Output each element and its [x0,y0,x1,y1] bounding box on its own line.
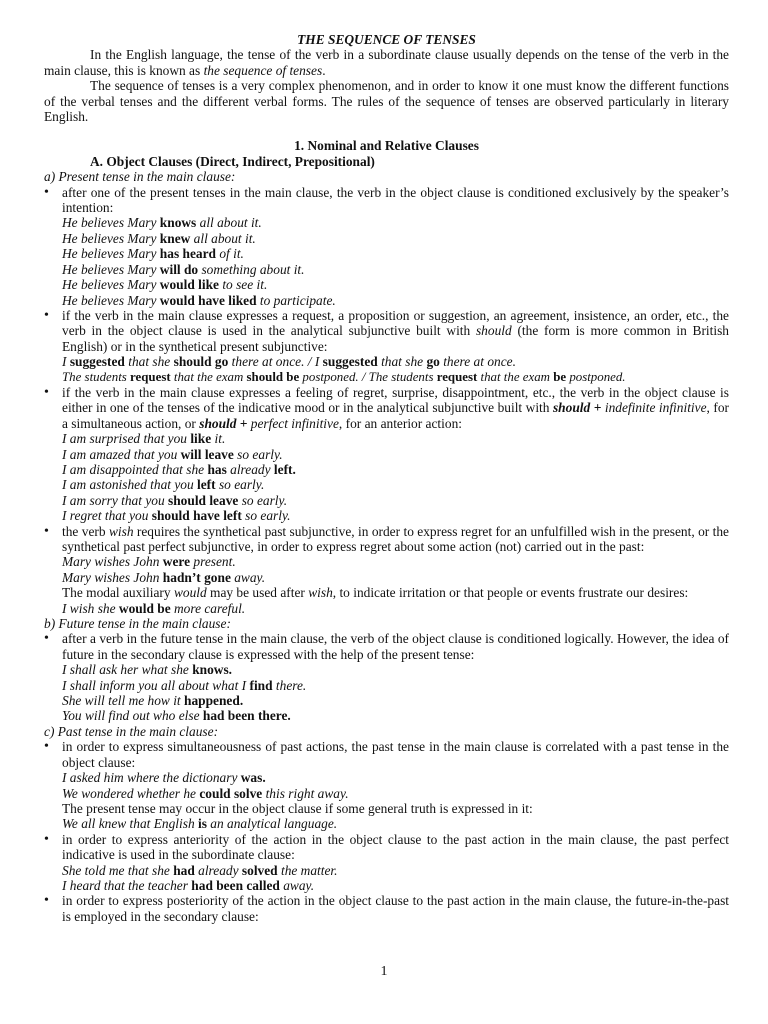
example-text: this right away. [262,785,349,801]
example-text: He believes Mary [62,246,160,262]
example-text: I asked him where the dictionary [62,770,241,786]
intro-paragraph-2: The sequence of tenses is a very complex phenomenon, and in order to know it one must know the different functions of the verbal tenses and the different verbal forms. The rules of the sequence of tenses are observed particularly in literary English. [44,78,729,125]
example-group-a4 [44,554,729,585]
note-text: may be used after [206,585,309,601]
bullet-text: the verb [62,523,109,539]
example-line [44,816,729,831]
bullet-c2: • in order to express anteriority of the action in the object clause to the past action in the main clause, the past perfect indicative is used in the subordinate clause: [44,832,729,863]
example-text: We all knew that English [62,816,199,832]
example-verb: knows. [192,662,233,678]
example-line [44,231,729,246]
bullet-text: if the verb in the main clause expresses a feeling of regret, surprise, disappointment, etc., the verb in the object clause is either in one of the tenses of the indicative mood or in the analytical subjunctive built with [62,384,729,416]
example-text: Mary wishes John [62,554,163,570]
general-truth-note: The present tense may occur in the object clause if some general truth is expressed in it: [62,800,533,816]
example-text: so early. [241,508,291,524]
section-heading: 1. Nominal and Relative Clauses [294,138,479,154]
bullet-b1: • after a verb in the future tense in the main clause, the verb of the object clause is conditioned logically. However, the idea of future in the secondary clause is expressed with the help of the present tense: [44,631,729,662]
example-verb: happened. [184,693,244,709]
note-emphasis: wish [308,585,333,601]
example-text: I wish she [62,600,119,616]
example-text: I shall inform you all about what I [62,677,250,693]
example-text: already [194,862,242,878]
example-verb: left. [273,461,296,477]
example-verb: has [207,461,227,477]
example-text: I shall ask her what she [62,662,193,678]
example-text: more careful. [170,600,246,616]
example-line [44,477,729,492]
example-text: so early. [233,446,283,462]
example-text: We wondered whether he [62,785,200,801]
subsection-heading: A. Object Clauses (Direct, Indirect, Prepositional) [90,153,375,169]
example-verb: suggested [69,354,125,370]
example-text: The students [62,369,131,384]
example-text: away. [279,877,315,893]
example-verb: suggested [322,354,378,370]
page-number: 1 [380,964,388,979]
example-text: postponed. / The students [299,369,437,384]
example-text: He believes Mary [62,292,160,308]
example-line [44,431,729,446]
example-text: to participate. [256,292,336,308]
example-verb: is [198,816,207,832]
example-verb: should be [246,369,300,384]
example-verb: should go [173,354,229,370]
intro-text-end: . [322,62,326,78]
bullet-a4 [44,524,729,555]
bullet-emphasis: should [475,323,512,339]
example-text: there. [272,677,307,693]
example-text: He believes Mary [62,261,160,277]
bullet-emphasis: perfect infinitive [247,415,339,431]
example-text: Mary wishes John [62,569,163,585]
example-verb: would have liked [159,292,257,308]
example-verb: hadn’t gone [162,569,231,585]
example-verb: like [190,431,212,447]
bullet-text: , for a simultaneous action, or [62,400,729,431]
example-verb: had been there. [202,708,291,724]
example-group-b1 [44,662,729,724]
example-text: I [62,354,70,370]
example-verb: be [553,369,567,384]
example-line [44,570,729,585]
bullet-c1: • in order to express simultaneousness of past actions, the past tense in the main clause is correlated with a past tense in the object clause: [44,739,729,770]
example-line [44,678,729,693]
example-text: to see it. [218,277,268,293]
example-verb: request [130,369,171,384]
bullet-text-end: , for an anterior action: [338,415,462,431]
example-text: it. [211,431,226,447]
example-line [44,462,729,477]
example-line [44,554,729,569]
example-text: present. [190,554,236,570]
example-text: He believes Mary [62,277,160,293]
example-verb: would be [118,600,171,616]
example-verb: had [173,862,195,878]
example-line [44,662,729,677]
example-line [44,262,729,277]
example-line [44,293,729,308]
bullet-c3: • in order to express posteriority of the action in the object clause to the past action in the main clause, the future-in-the-past is employed in the secondary clause: [44,893,729,924]
note-emphasis: would [173,585,207,601]
example-line [44,370,729,385]
example-line [44,770,729,785]
intro-paragraph-1 [44,47,729,78]
example-line [44,277,729,292]
note-text: , to indicate irritation or that people or events frustrate our desires: [332,585,689,601]
example-line [44,693,729,708]
case-a-heading: a) Present tense in the main clause: [44,169,236,185]
example-line [44,878,729,893]
example-line [44,447,729,462]
note-text: The modal auxiliary [62,585,174,601]
example-text: postponed. [566,369,626,384]
example-text: that the exam [477,369,554,384]
example-line [44,508,729,523]
example-group-a3 [44,431,729,523]
example-verb: solved [241,862,278,878]
example-verb: would like [159,277,219,293]
example-text: already [226,461,274,477]
bullet-emphasis: wish [108,523,134,539]
example-text: there at once. [439,354,516,370]
modal-note [44,585,729,600]
bullet-text: if the verb in the main clause expresses a request, a proposition or suggestion, an agreement, insistence, an order, etc., the verb in the object clause is used in the analytical subjunctive built with [62,307,729,339]
example-line [44,493,729,508]
bullet-a3 [44,385,729,431]
example-line [44,354,729,369]
example-text: You will find out who else [62,708,203,724]
example-text: that she [124,354,174,370]
case-c-heading: c) Past tense in the main clause: [44,723,219,739]
example-verb: knows [159,215,197,231]
example-verb: had been called [191,877,280,893]
example-verb: has heard [159,246,216,262]
example-text: away. [230,569,266,585]
example-verb: find [249,677,273,693]
example-verb: was. [240,770,266,786]
page-title: THE SEQUENCE OF TENSES [297,32,476,47]
example-text: the matter. [277,862,338,878]
example-text: She told me that she [62,862,174,878]
example-text: all about it. [196,215,262,231]
example-text: I am amazed that you [62,446,181,462]
example-verb: were [162,554,191,570]
example-verb: should leave [168,492,239,508]
bullet-emphasis: should + [552,400,602,416]
bullet-text-end: requires the synthetical past subjunctive, in order to express regret for an unfulfilled wish in the present, or the synthetical past perfect subjunctive, in order to express regret about some action (not) carried out in the past: [62,523,729,554]
bullet-a1: • after one of the present tenses in the main clause, the verb in the object clause is conditioned exclusively by the speaker’s intention: [44,185,729,216]
bullet-text-end: (the form is more common in British English) or in the synthetical present subjunctive: [62,323,730,354]
example-verb: knew [159,230,191,246]
example-verb: left [197,477,216,493]
example-group-c1 [44,770,729,801]
example-text: so early. [215,477,265,493]
example-line [44,601,729,616]
example-line [44,708,729,723]
example-text: an analytical language. [206,816,338,832]
example-text: of it. [215,246,244,262]
intro-emphasis: the sequence of tenses [203,62,323,78]
example-text: I am disappointed that she [62,461,208,477]
example-verb: will leave [180,446,234,462]
example-line [44,786,729,801]
example-text: He believes Mary [62,230,160,246]
example-group-c2 [44,863,729,894]
example-text: I am surprised that you [62,431,191,447]
example-line [44,246,729,261]
example-text: He believes Mary [62,215,160,231]
bullet-emphasis: indefinite infinitive [604,400,707,416]
example-verb: should have left [151,508,242,524]
example-verb: go [426,354,440,370]
example-verb: could solve [199,785,263,801]
example-line [44,863,729,878]
intro-text: In the English language, the tense of the verb in a subordinate clause usually depends on the tense of the verb in the main clause, this is known as [44,47,729,78]
example-text: I am sorry that you [62,492,169,508]
example-text: She will tell me how it [62,693,184,709]
example-verb: will do [159,261,199,277]
case-b-heading: b) Future tense in the main clause: [44,616,231,632]
bullet-emphasis: should + [199,415,248,431]
example-text: something about it. [198,261,305,277]
example-text: there at once. / I [228,354,323,370]
example-text: that she [377,354,427,370]
bullet-a2 [44,308,729,354]
example-text: I am astonished that you [62,477,198,493]
example-group-a1 [44,215,729,307]
example-text: that the exam [170,369,247,384]
example-text: all about it. [190,230,256,246]
example-verb: request [436,369,478,384]
example-line [44,215,729,230]
document-body [44,32,729,924]
example-text: I heard that the teacher [62,877,192,893]
example-text: so early. [238,492,288,508]
example-text: I regret that you [62,508,152,524]
